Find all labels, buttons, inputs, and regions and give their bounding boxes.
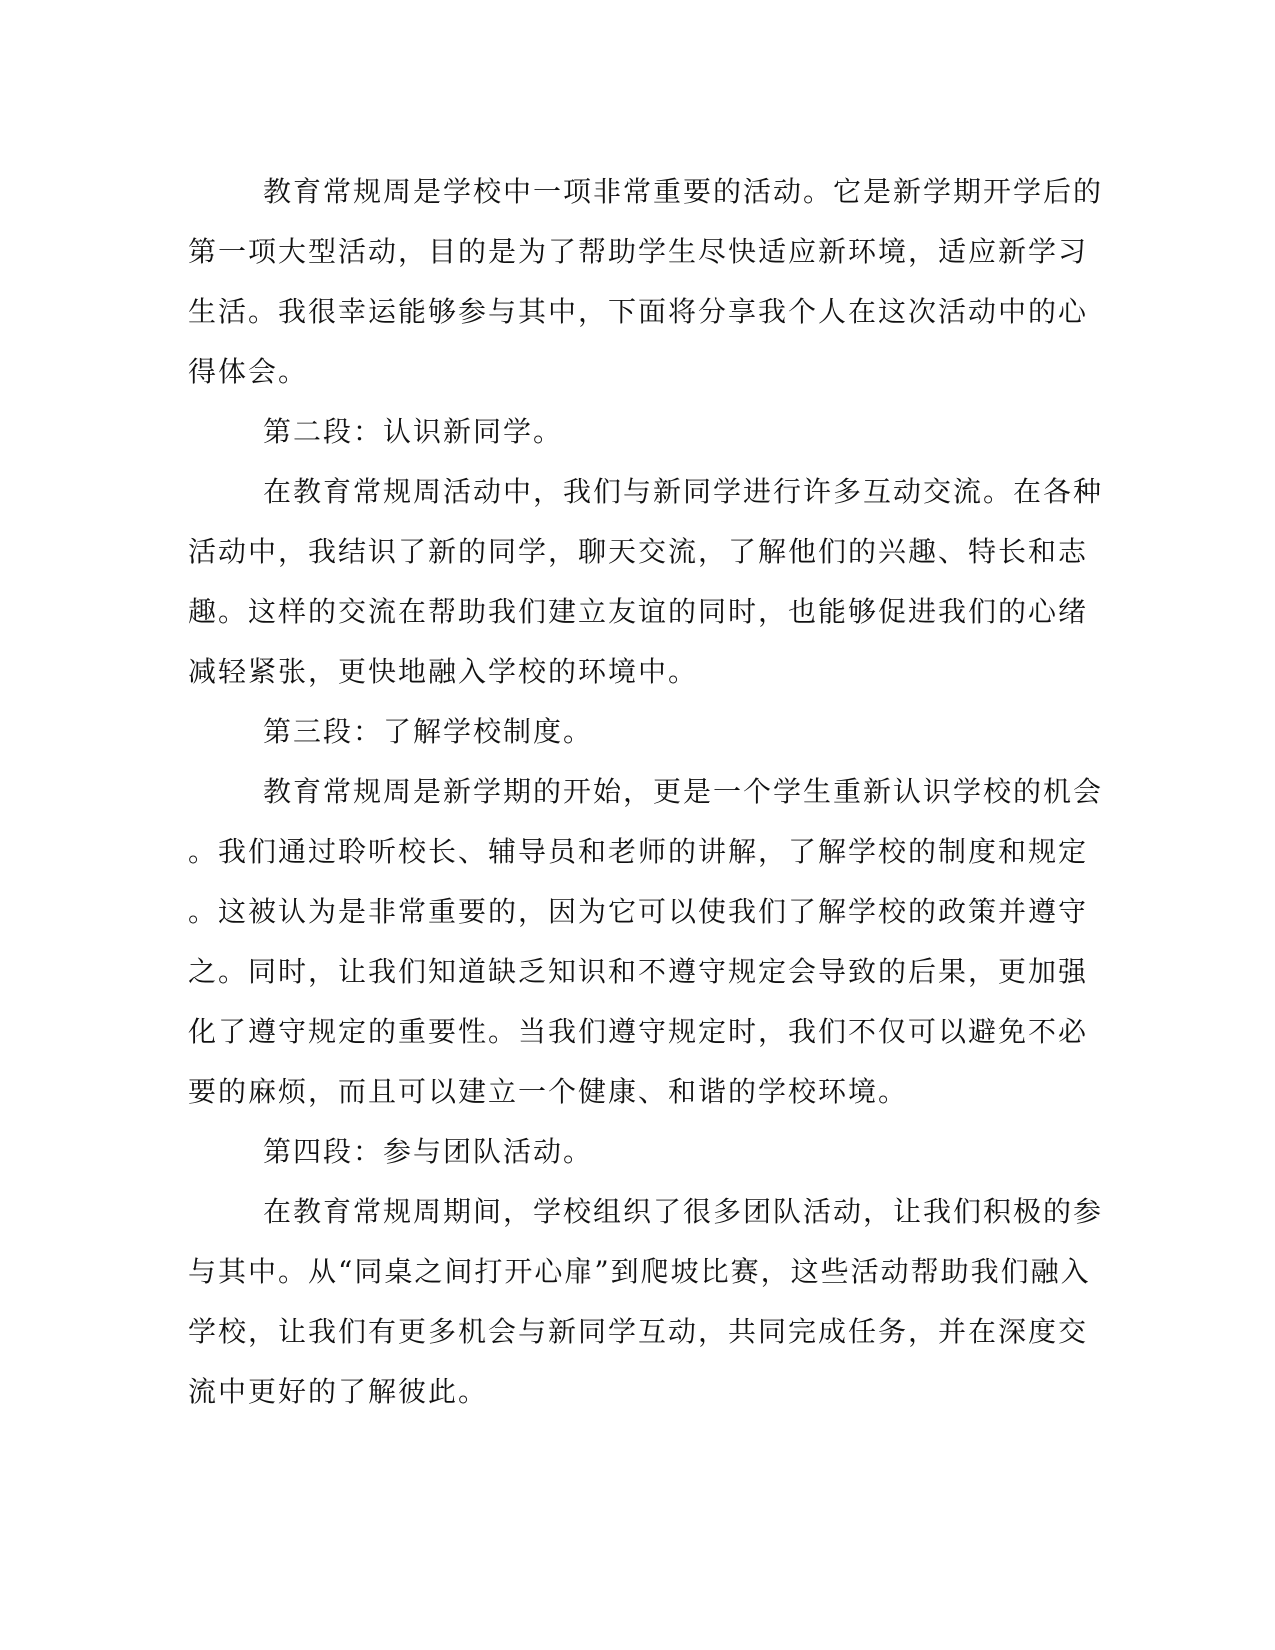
- text-line: 教育常规周是新学期的开始，更是一个学生重新认识学校的机会: [263, 775, 1104, 808]
- text-line: 要的麻烦，而且可以建立一个健康、和谐的学校环境。: [188, 1075, 909, 1108]
- text-line: 得体会。: [188, 355, 309, 388]
- text-line: 活动中，我结识了新的同学，聊天交流，了解他们的兴趣、特长和志: [188, 535, 1089, 568]
- text-line: 第一项大型活动，目的是为了帮助学生尽快适应新环境，适应新学习: [188, 235, 1089, 268]
- text-line: 。我们通过聆听校长、辅导员和老师的讲解，了解学校的制度和规定: [188, 835, 1089, 868]
- text-line: 在教育常规周期间，学校组织了很多团队活动，让我们积极的参: [263, 1195, 1104, 1228]
- text-line: 。这被认为是非常重要的，因为它可以使我们了解学校的政策并遵守: [188, 895, 1089, 928]
- text-line: 与其中。从“同桌之间打开心扉”到爬坡比赛，这些活动帮助我们融入: [188, 1255, 1091, 1288]
- section-heading: 第四段：参与团队活动。: [263, 1135, 594, 1168]
- text-line: 趣。这样的交流在帮助我们建立友谊的同时，也能够促进我们的心绪: [188, 595, 1089, 628]
- text-line: 在教育常规周活动中，我们与新同学进行许多互动交流。在各种: [263, 475, 1104, 508]
- text-line: 化了遵守规定的重要性。当我们遵守规定时，我们不仅可以避免不必: [188, 1015, 1089, 1048]
- section-heading: 第三段：了解学校制度。: [263, 715, 594, 748]
- text-line: 学校，让我们有更多机会与新同学互动，共同完成任务，并在深度交: [188, 1315, 1089, 1348]
- text-line: 之。同时，让我们知道缺乏知识和不遵守规定会导致的后果，更加强: [188, 955, 1089, 988]
- document-body: [188, 162, 1104, 1422]
- text-line: 流中更好的了解彼此。: [188, 1375, 489, 1408]
- text-line: 生活。我很幸运能够参与其中，下面将分享我个人在这次活动中的心: [188, 295, 1089, 328]
- section-heading: 第二段：认识新同学。: [263, 415, 564, 448]
- text-line: 教育常规周是学校中一项非常重要的活动。它是新学期开学后的: [263, 175, 1104, 208]
- text-line: 减轻紧张，更快地融入学校的环境中。: [188, 655, 699, 688]
